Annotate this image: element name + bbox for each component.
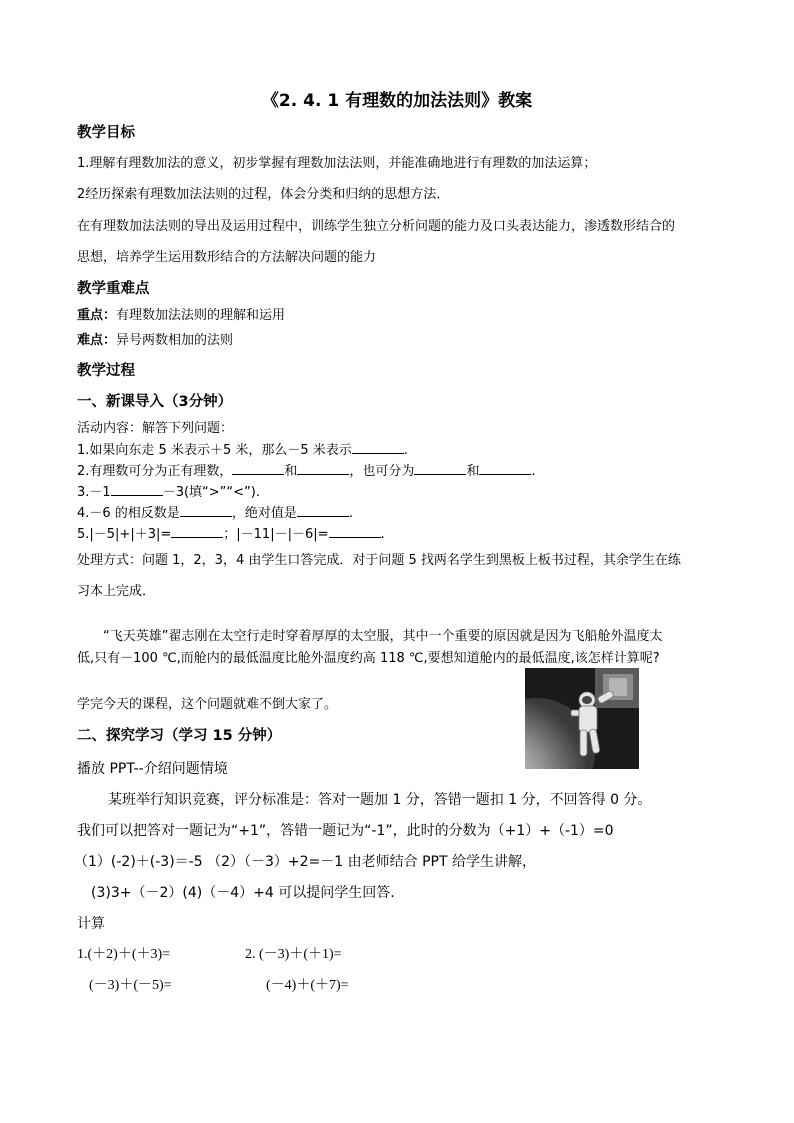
q2-part-a: 2.有理数可分为正有理数， bbox=[77, 464, 233, 479]
focus-text: 有理数加法法则的理解和运用 bbox=[116, 308, 286, 323]
q5-part-c: . bbox=[380, 527, 385, 542]
q1-end: . bbox=[403, 443, 408, 458]
after-story-text: 学完今天的课程，这个问题就难不倒大家了。 bbox=[77, 697, 338, 712]
process-heading: 教学过程 bbox=[77, 363, 135, 379]
section1-title: 一、新课导入（3分钟） bbox=[77, 394, 233, 410]
answer-blank[interactable] bbox=[479, 462, 531, 475]
document-title: 《2. 4. 1 有理数的加法法则》教案 bbox=[261, 91, 533, 111]
difficulty-text: 异号两数相加的法则 bbox=[116, 333, 234, 348]
answer-blank[interactable] bbox=[180, 504, 232, 517]
question-4 bbox=[77, 504, 353, 523]
q2-part-d: 和 bbox=[466, 464, 480, 479]
q4-part-a: 4.－6 的相反数是 bbox=[77, 506, 180, 521]
difficulty-label: 难点： bbox=[77, 333, 117, 348]
example-line2: (3)3+（－2）(4)（－4）+4 可以提问学生回答. bbox=[91, 885, 395, 901]
ppt-line: 播放 PPT--介绍问题情境 bbox=[77, 761, 228, 777]
q4-part-c: . bbox=[348, 506, 353, 521]
method-line2: 习本上完成． bbox=[77, 584, 156, 599]
answer-blank[interactable] bbox=[111, 483, 163, 496]
calc-expression-4: (－4)＋(＋7)= bbox=[266, 978, 349, 993]
answer-blank[interactable] bbox=[352, 441, 404, 454]
q2-part-c: ，也可分为 bbox=[349, 464, 415, 479]
difficulty-line bbox=[77, 332, 233, 350]
q2-part-b: 和 bbox=[284, 464, 298, 479]
story-line1: “飞天英雄”翟志刚在太空行走时穿着厚厚的太空服，其中一个重要的原因就是因为飞船舱外温度太 bbox=[103, 629, 663, 644]
calc-expression-3: (－3)＋(－5)= bbox=[89, 978, 172, 993]
question-1 bbox=[77, 441, 408, 460]
focus-label: 重点： bbox=[77, 308, 117, 323]
answer-blank[interactable] bbox=[297, 504, 349, 517]
story-line2: 低,只有－100 ℃,而舱内的最低温度比舱外温度约高 118 ℃,要想知道舱内的最低温度,该怎样计算呢? bbox=[77, 651, 660, 666]
astronaut-photo bbox=[525, 668, 639, 769]
objective-para-line1: 在有理数加法法则的导出及运用过程中，训练学生独立分析问题的能力及口头表达能力，渗透数形结合的 bbox=[77, 219, 676, 234]
answer-blank[interactable] bbox=[171, 525, 223, 538]
question-2 bbox=[77, 462, 536, 481]
key-points-heading: 教学重难点 bbox=[77, 281, 150, 297]
question-5 bbox=[77, 525, 385, 544]
objectives-heading: 教学目标 bbox=[77, 125, 135, 141]
contest-line1: 某班举行知识竞赛，评分标准是：答对一题加 1 分，答错一题扣 1 分，不回答得 0 分。 bbox=[108, 792, 652, 808]
contest-line2: 我们可以把答对一题记为“+1”，答错一题记为“-1”，此时的分数为（+1）+（-1）=0 bbox=[77, 823, 614, 839]
answer-blank[interactable] bbox=[297, 462, 349, 475]
answer-blank[interactable] bbox=[232, 462, 284, 475]
calc-expression-1: 1.(＋2)＋(＋3)= bbox=[77, 947, 171, 962]
q4-part-b: ，绝对值是 bbox=[231, 506, 297, 521]
section2-title: 二、探究学习（学习 15 分钟） bbox=[77, 728, 282, 744]
q1-text: 1.如果向东走 5 米表示＋5 米，那么－5 米表示 bbox=[77, 443, 352, 458]
calc-heading: 计算 bbox=[77, 916, 105, 932]
answer-blank[interactable] bbox=[414, 462, 466, 475]
activity-text: 活动内容：解答下列问题： bbox=[77, 421, 234, 436]
q5-part-a: 5.|－5|+|＋3|= bbox=[77, 527, 172, 542]
objective-2: 2经历探索有理数加法法则的过程，体会分类和归纳的思想方法． bbox=[77, 187, 450, 202]
method-line1: 处理方式：问题 1，2，3，4 由学生口答完成．对于问题 5 找两名学生到黑板上板书过程，其余学生在练 bbox=[77, 553, 681, 568]
objective-1: 1.理解有理数加法的意义，初步掌握有理数加法法则，并能准确地进行有理数的加法运算； bbox=[77, 156, 597, 171]
q3-part-b: －3(填“>”“<”). bbox=[162, 485, 260, 500]
objective-para-line2: 思想，培养学生运用数形结合的方法解决问题的能力 bbox=[77, 250, 377, 265]
q3-part-a: 3.－1 bbox=[77, 485, 111, 500]
answer-blank[interactable] bbox=[329, 525, 381, 538]
focus-line bbox=[77, 307, 285, 325]
question-3 bbox=[77, 483, 260, 502]
q5-part-b: ；|－11|－|－6|= bbox=[223, 527, 329, 542]
calc-expression-2: 2. (－3)＋(＋1)= bbox=[245, 947, 342, 962]
example-line1: （1）(-2)＋(-3)＝-5 （2）（－3）+2=－1 由老师结合 PPT 给学生讲解， bbox=[74, 854, 536, 870]
q2-part-e: . bbox=[531, 464, 536, 479]
